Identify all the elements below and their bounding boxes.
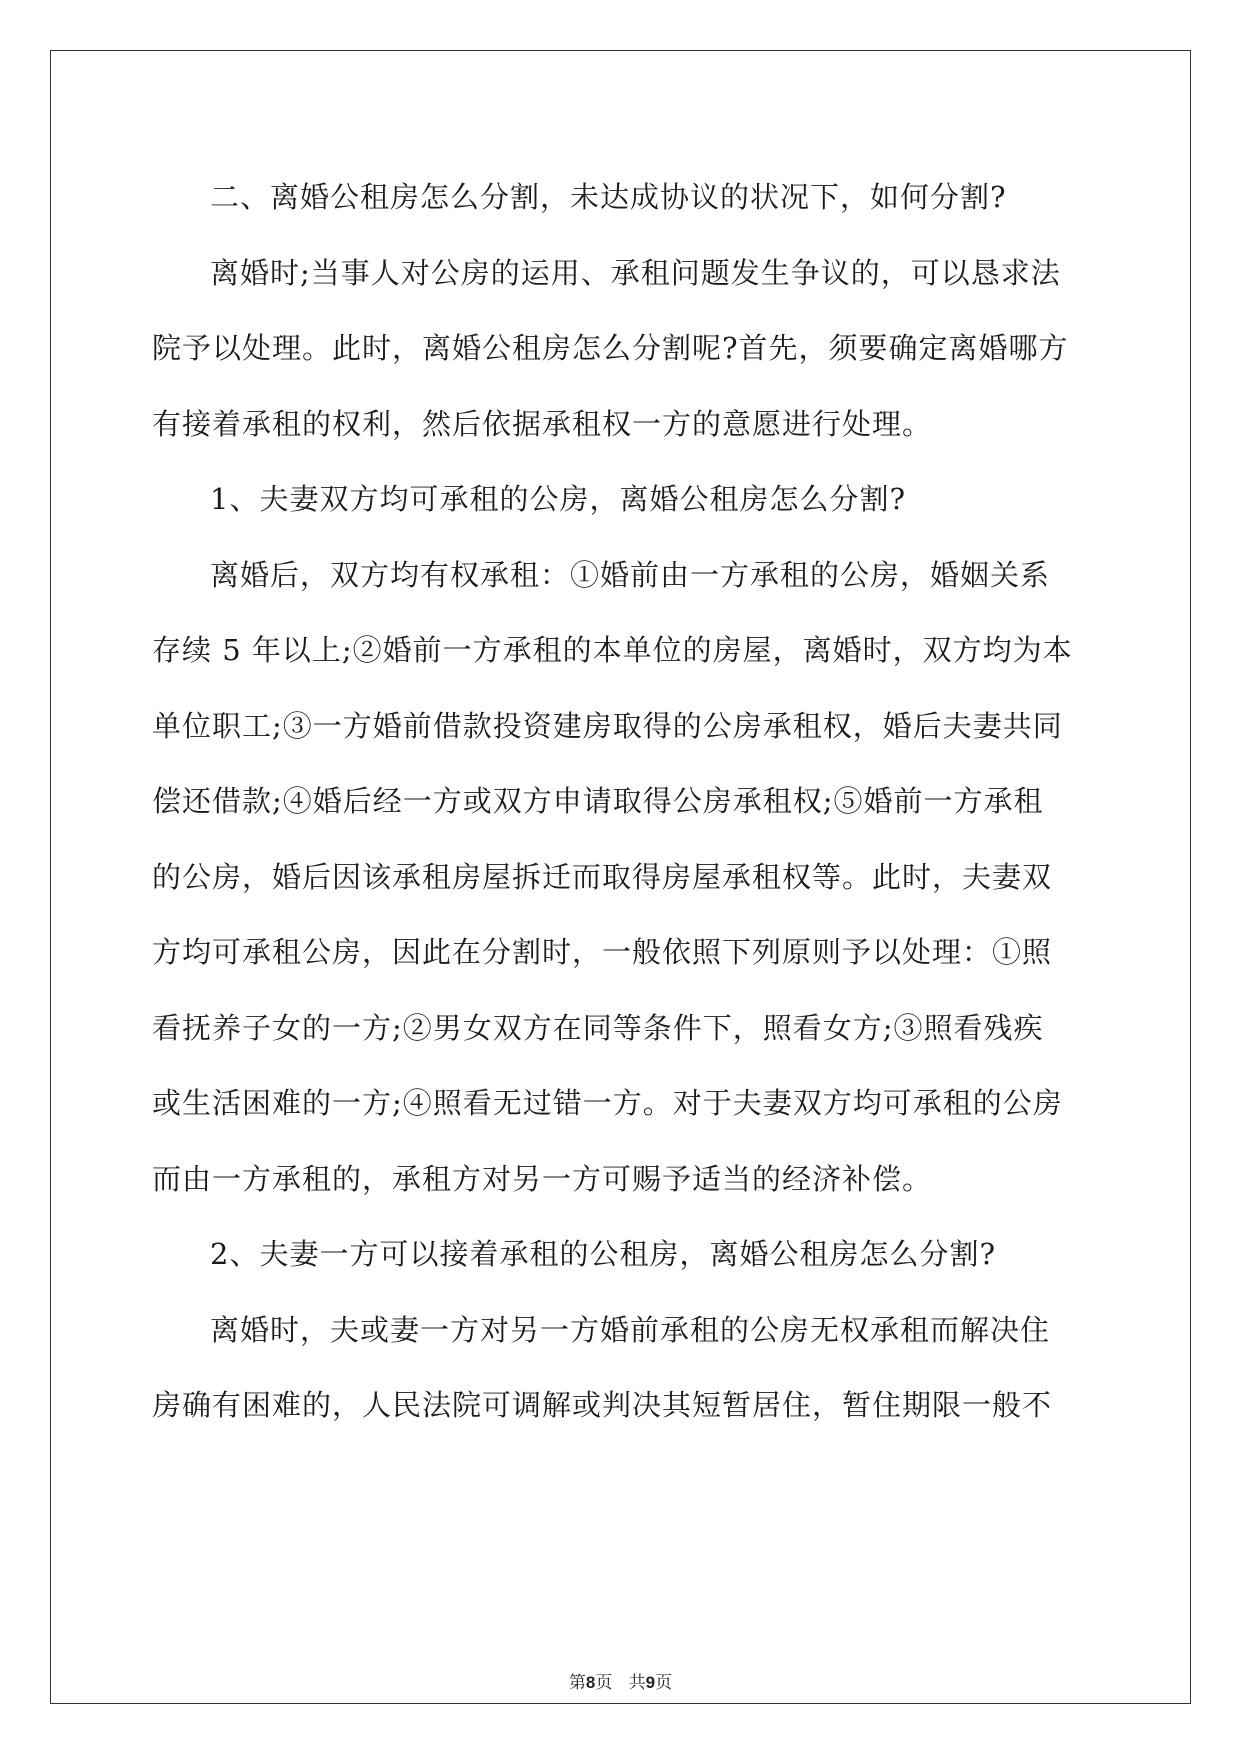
text-line: 看抚养子女的一方;②男女双方在同等条件下，照看女方;③照看残疾 bbox=[152, 1010, 1044, 1045]
text-line: 有接着承租的权利，然后依据承租权一方的意愿进行处理。 bbox=[152, 406, 933, 441]
text-line: 离婚时，夫或妻一方对另一方婚前承租的公房无权承租而解决住 bbox=[210, 1312, 1051, 1347]
text-line: 房确有困难的，人民法院可调解或判决其短暂居住，暂住期限一般不 bbox=[152, 1388, 1053, 1422]
current-page-number: 8 bbox=[585, 1673, 596, 1692]
subheading-both-parties bbox=[152, 462, 1088, 538]
paragraph-both-parties bbox=[152, 538, 1088, 1218]
text-line: 的公房，婚后因该承租房屋拆迁而取得房屋承租权等。此时，夫妻双 bbox=[152, 859, 1053, 894]
text-line: 离婚时;当事人对公房的运用、承租问题发生争议的，可以恳求法 bbox=[210, 255, 1061, 290]
footer-page-suffix: 页 bbox=[595, 1673, 613, 1693]
text-line: 院予以处理。此时，离婚公租房怎么分割呢?首先，须要确定离婚哪方 bbox=[152, 331, 1069, 365]
text-line: 存续 5 年以上;②婚前一方承租的本单位的房屋，离婚时，双方均为本 bbox=[152, 633, 1073, 667]
heading-divorce-public-housing bbox=[152, 160, 1088, 236]
subheading-one-party bbox=[152, 1217, 1088, 1293]
text-line: 或生活困难的一方;④照看无过错一方。对于夫妻双方均可承租的公房 bbox=[152, 1086, 1063, 1120]
text-line: 方均可承租公房，因此在分割时，一般依照下列原则予以处理：①照 bbox=[152, 935, 1053, 969]
text-line: 2、夫妻一方可以接着承租的公租房，离婚公租房怎么分割? bbox=[210, 1237, 996, 1271]
total-pages-number: 9 bbox=[645, 1673, 656, 1692]
text-line: 而由一方承租的，承租方对另一方可赐予适当的经济补偿。 bbox=[152, 1161, 933, 1196]
text-line: 离婚后，双方均有权承租：①婚前由一方承租的公房，婚姻关系 bbox=[210, 557, 1051, 592]
paragraph-intro bbox=[152, 236, 1088, 463]
page-footer bbox=[0, 1668, 1241, 1693]
document-body bbox=[152, 160, 1088, 1444]
paragraph-one-party bbox=[152, 1293, 1088, 1444]
text-line: 二、离婚公租房怎么分割，未达成协议的状况下，如何分割? bbox=[210, 180, 1007, 214]
footer-total-suffix: 页 bbox=[655, 1673, 673, 1693]
text-line: 偿还借款;④婚后经一方或双方申请取得公房承租权;⑤婚前一方承租 bbox=[152, 784, 1044, 818]
footer-total-prefix: 共 bbox=[628, 1673, 646, 1693]
text-line: 单位职工;③一方婚前借款投资建房取得的公房承租权，婚后夫妻共同 bbox=[152, 708, 1063, 743]
footer-prefix: 第 bbox=[568, 1673, 586, 1693]
text-line: 1、夫妻双方均可承租的公房，离婚公租房怎么分割? bbox=[210, 482, 906, 516]
